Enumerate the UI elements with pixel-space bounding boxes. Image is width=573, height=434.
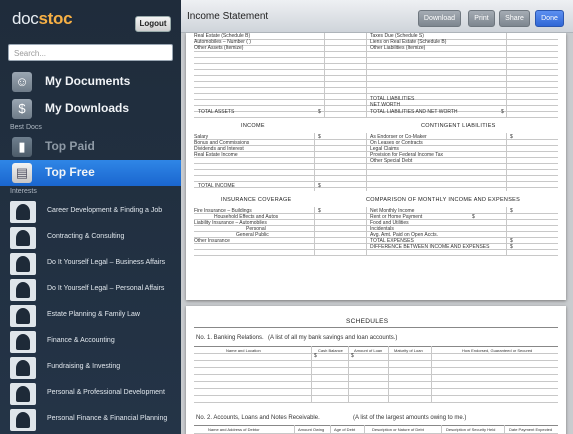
category-icon [10,227,36,249]
comparison-row-label: DIFFERENCE BETWEEN INCOME AND EXPENSES [370,244,490,250]
interests-section-title: Interests [10,188,37,195]
nav-top-free[interactable] [0,160,181,186]
insurance-coverage-heading: INSURANCE COVERAGE [221,197,292,203]
total-liabilities-net-worth-label: TOTAL LIABILITIES AND NET WORTH [370,109,458,115]
table-column-header: Name and Address of Debtor [208,427,260,432]
category-icon [10,253,36,275]
liability-row-label: Other Liabilities (Itemize) [370,45,426,51]
table-column-header: How Endorsed, Guaranteed or Secured [462,348,533,353]
table-column-header: Age of Debt [334,427,356,432]
insurance-row-label: Other Insurance [194,238,230,244]
category-icon [10,279,36,301]
comparison-row-label: Incidentals [370,226,394,232]
comparison-row-label: Avg. Amt. Paid on Open Accts. [370,232,439,238]
interest-item[interactable] [0,199,181,225]
dollar-sign: $ [318,134,321,140]
interest-item[interactable] [0,277,181,303]
insurance-row-label: Household Effects and Autos [214,214,279,220]
dollar-icon: $ [12,99,32,119]
net-worth-label: NET WORTH [370,102,401,108]
table-column-header: Maturity of Loan [394,348,423,353]
download-button[interactable]: Download [418,10,461,27]
done-button[interactable]: Done [535,10,564,27]
dollar-sign: $ [501,109,504,115]
interest-item[interactable] [0,329,181,355]
document-title: Income Statement [187,11,269,22]
contingent-row-label: Provision for Federal Income Tax [370,152,443,158]
logout-button[interactable]: Logout [135,16,171,32]
interest-label: Personal & Professional Development [47,389,165,396]
nav-top-paid[interactable] [0,134,181,160]
dollar-sign: $ [318,208,321,214]
insurance-row-label: Liability Insurance – Automobiles [194,220,267,226]
comparison-row-label: Rent or Home Payment [370,214,423,220]
interest-label: Do It Yourself Legal – Business Affairs [47,259,166,266]
table-column-header: Name and Location [226,348,261,353]
logo-text-doc: doc [12,9,39,28]
interest-item[interactable] [0,251,181,277]
nav-my-documents-label: My Documents [45,74,131,88]
interest-item[interactable] [0,407,181,433]
interest-label: Do It Yourself Legal – Personal Affairs [47,285,165,292]
category-icon [10,383,36,405]
category-icon [10,409,36,431]
category-icon [10,331,36,353]
document-viewer[interactable] [181,33,573,434]
docstoc-logo [12,9,72,29]
contingent-row-label: As Endorser or Co-Maker [370,134,427,140]
dollar-sign: $ [318,109,321,115]
comparison-row-label: Food and Utilities [370,220,409,226]
category-icon [10,201,36,223]
contingent-liabilities-heading: CONTINGENT LIABILITIES [421,123,496,129]
notes-receivable-note: (A list of the largest amounts owing to me.) [353,415,467,421]
person-icon: ☺ [12,72,32,92]
comparison-heading: COMPARISON OF MONTHLY INCOME AND EXPENSES [366,197,521,203]
document-page [186,306,566,434]
interest-label: Estate Planning & Family Law [47,311,140,318]
sidebar [0,0,181,434]
interest-item[interactable] [0,381,181,407]
nav-my-documents[interactable] [0,69,181,95]
document-page [186,33,566,300]
share-button[interactable]: Share [499,10,530,27]
interest-label: Fundraising & Investing [47,363,121,370]
income-row-label: Dividends and Interest [194,146,244,152]
asset-row-label: Real Estate (Schedule B) [194,33,251,39]
table-column-header: Date Payment Expected [509,427,553,432]
income-heading: INCOME [241,123,265,129]
sidebar-header [0,0,181,40]
document-icon: ▤ [12,163,32,183]
category-icon [10,357,36,379]
dollar-sign: $ [510,238,513,244]
dollar-sign: $ [314,353,317,359]
interest-label: Personal Finance & Financial Planning [47,415,168,422]
insurance-row-label: Personal [246,226,266,232]
best-docs-section-title: Best Docs [10,124,42,131]
table-column-header: Description or Nature of Debt [372,427,424,432]
dollar-sign: $ [510,134,513,140]
liability-row-label: Liens on Real Estate (Schedule B) [370,39,447,45]
contingent-row-label: Legal Claims [370,146,399,152]
insurance-row-label: General Public [236,232,269,238]
banking-relations-note: (A list of all my bank savings and loan accounts.) [268,335,398,341]
interest-label: Career Development & Finding a Job [47,207,163,214]
dollar-sign: $ [318,183,321,189]
total-assets-label: TOTAL ASSETS [198,109,235,115]
nav-my-downloads[interactable] [0,96,181,122]
notes-receivable-title: No. 2. Accounts, Loans and Notes Receivable. [196,415,320,421]
schedules-heading: SCHEDULES [346,318,389,325]
income-row-label: Salary [194,134,209,140]
asset-row-label: Automobiles – Number ( ) [194,39,251,45]
dollar-sign: $ [351,353,354,359]
document-toolbar [181,0,573,33]
comparison-row-label: Net Monthly Income [370,208,415,214]
total-income-label: TOTAL INCOME [198,183,235,189]
category-icon [10,305,36,327]
bookmark-icon: ▮ [12,137,32,157]
table-column-header: Cash Balance [318,348,343,353]
table-column-header: Amount of Loan [354,348,383,353]
table-column-header: Description of Security Held [446,427,496,432]
asset-row-label: Other Assets (Itemize) [194,45,244,51]
interest-label: Contracting & Consulting [47,233,125,240]
income-row-label: Real Estate Income [194,152,238,158]
contingent-row-label: Other Special Debt [370,158,413,164]
banking-relations-title: No. 1. Banking Relations. [196,335,264,341]
nav-top-paid-label: Top Paid [45,139,95,153]
contingent-row-label: On Leases or Contracts [370,140,423,146]
logo-text-stoc: stoc [38,9,73,28]
nav-top-free-label: Top Free [45,165,95,179]
search-input[interactable]: Search... [8,44,173,61]
insurance-row-label: Fire Insurance – Buildings [194,208,252,214]
comparison-row-label: TOTAL EXPENSES [370,238,414,244]
interest-label: Finance & Accounting [47,337,115,344]
print-button[interactable]: Print [468,10,495,27]
table-column-header: Amount Owing [298,427,325,432]
liability-row-label: Taxes Due (Schedule S) [370,33,424,39]
dollar-sign: $ [510,208,513,214]
interest-item[interactable] [0,355,181,381]
dollar-sign: $ [472,214,475,220]
income-row-label: Bonus and Commissions [194,140,250,146]
nav-my-downloads-label: My Downloads [45,101,130,115]
dollar-sign: $ [510,244,513,250]
interest-item[interactable] [0,303,181,329]
total-liabilities-label: TOTAL LIABILITIES [370,96,415,102]
interest-item[interactable] [0,225,181,251]
